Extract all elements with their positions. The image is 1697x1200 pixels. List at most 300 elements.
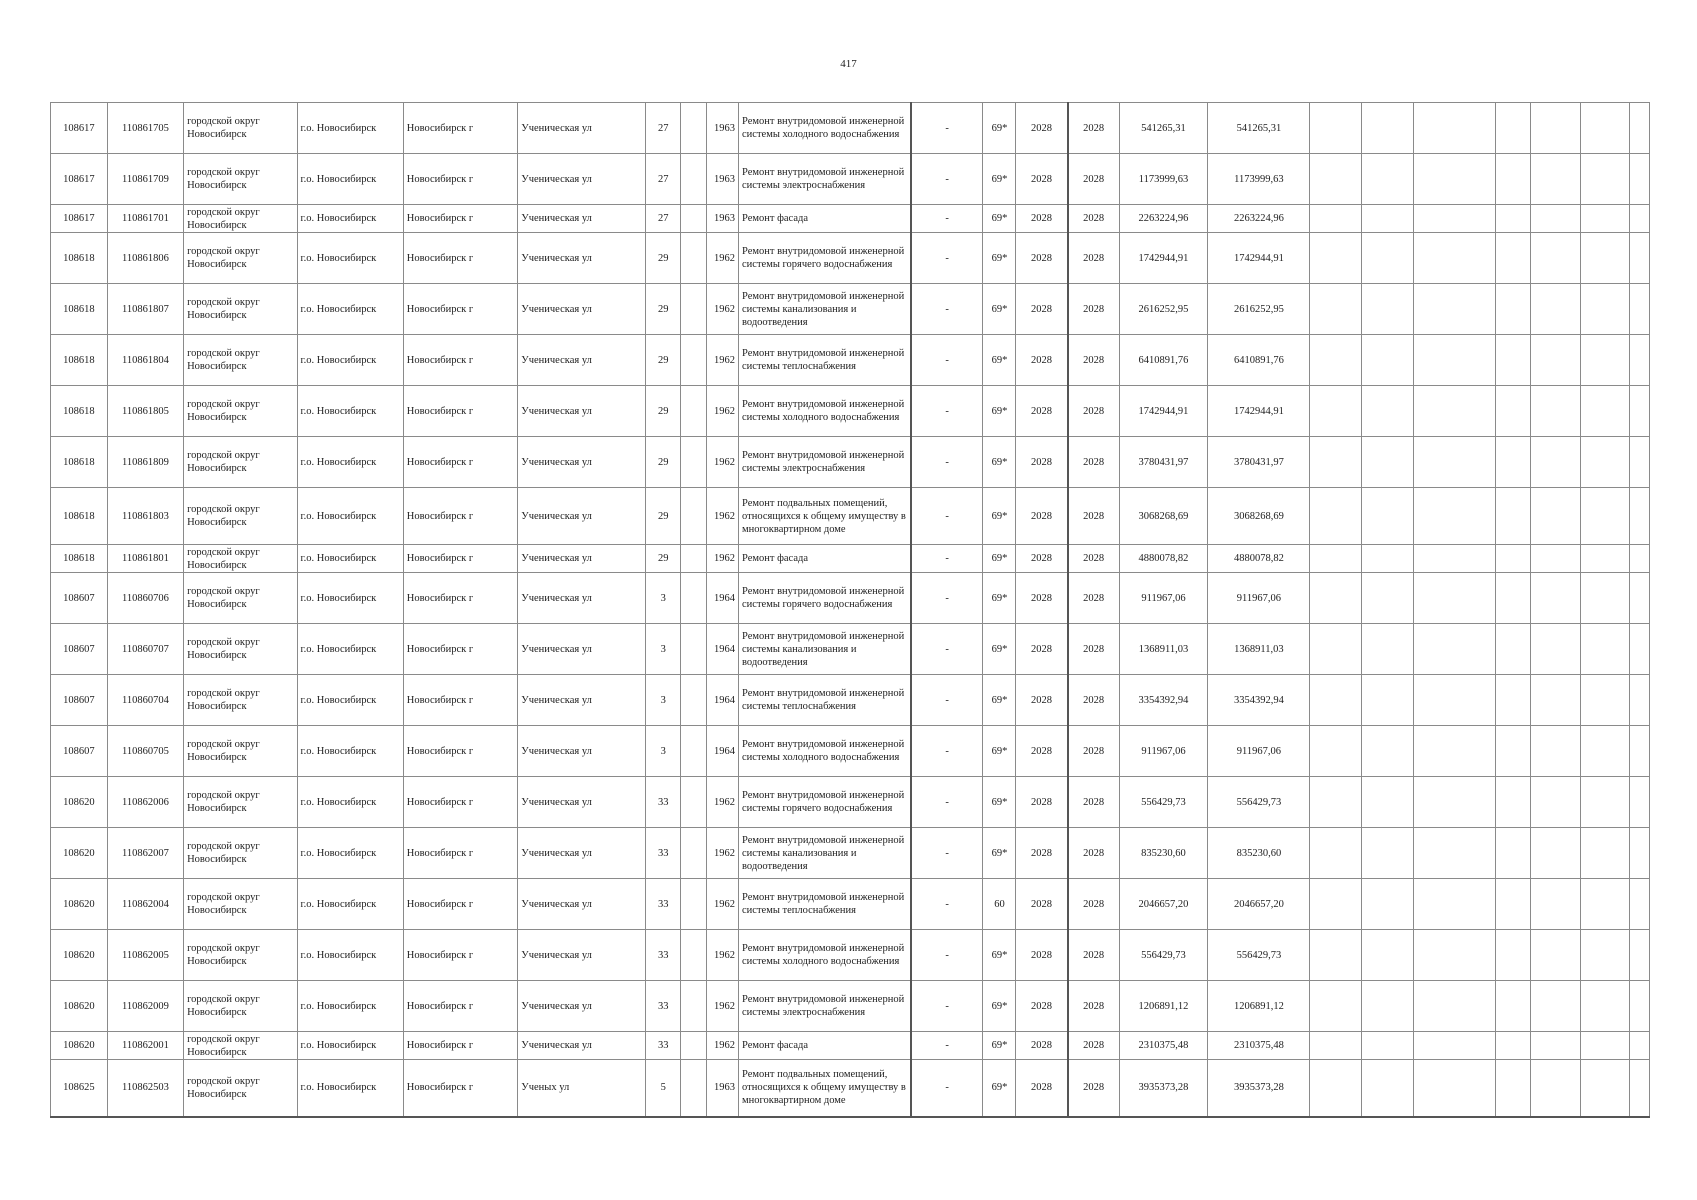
settlement-cell: г.о. Новосибирск: [297, 545, 403, 573]
table-row: [51, 103, 1650, 154]
city-cell: Новосибирск г: [403, 1032, 518, 1060]
house-number-cell: 3: [646, 573, 681, 624]
city-cell: Новосибирск г: [403, 545, 518, 573]
building-cell: [681, 488, 707, 545]
build-year-cell: 1963: [707, 103, 739, 154]
empty-cell: [1310, 205, 1362, 233]
settlement-cell: г.о. Новосибирск: [297, 675, 403, 726]
work-type-cell: Ремонт внутридомовой инженерной системы канализования и водоотведения: [739, 284, 911, 335]
city-cell: Новосибирск г: [403, 233, 518, 284]
settlement-cell: г.о. Новосибирск: [297, 726, 403, 777]
city-cell: Новосибирск г: [403, 930, 518, 981]
house-number-cell: 33: [646, 981, 681, 1032]
table-row: [51, 624, 1650, 675]
empty-cell: [1496, 777, 1531, 828]
wear-cell: 69*: [983, 205, 1016, 233]
empty-cell: [1580, 981, 1630, 1032]
work-type-cell: Ремонт внутридомовой инженерной системы электроснабжения: [739, 154, 911, 205]
empty-cell: [1630, 1032, 1650, 1060]
cost-total-cell: 6410891,76: [1119, 335, 1208, 386]
work-type-cell: Ремонт внутридомовой инженерной системы теплоснабжения: [739, 675, 911, 726]
city-cell: Новосибирск г: [403, 284, 518, 335]
table-row: [51, 777, 1650, 828]
plan-year-end-cell: 2028: [1068, 930, 1120, 981]
settlement-cell: г.о. Новосибирск: [297, 488, 403, 545]
municipality-cell: городской округ Новосибирск: [184, 154, 297, 205]
municipality-cell: городской округ Новосибирск: [184, 981, 297, 1032]
build-year-cell: 1962: [707, 284, 739, 335]
plan-year-end-cell: 2028: [1068, 154, 1120, 205]
empty-cell: [1630, 726, 1650, 777]
house-id-cell: 108607: [51, 624, 108, 675]
plan-year-end-cell: 2028: [1068, 1032, 1120, 1060]
empty-cell: [1496, 981, 1531, 1032]
empty-cell: [1496, 1060, 1531, 1117]
cost-total-cell: 2310375,48: [1119, 1032, 1208, 1060]
empty-cell: [1362, 726, 1414, 777]
municipality-cell: городской округ Новосибирск: [184, 335, 297, 386]
dash-cell: -: [911, 233, 983, 284]
empty-cell: [1630, 284, 1650, 335]
settlement-cell: г.о. Новосибирск: [297, 233, 403, 284]
plan-year-start-cell: 2028: [1016, 233, 1068, 284]
wear-cell: 69*: [983, 930, 1016, 981]
cost-total-cell: 3780431,97: [1119, 437, 1208, 488]
cost-total-cell: 556429,73: [1119, 930, 1208, 981]
house-number-cell: 3: [646, 624, 681, 675]
cost-total-cell: 2616252,95: [1119, 284, 1208, 335]
work-type-cell: Ремонт внутридомовой инженерной системы канализования и водоотведения: [739, 828, 911, 879]
empty-cell: [1310, 675, 1362, 726]
dash-cell: -: [911, 335, 983, 386]
dash-cell: -: [911, 545, 983, 573]
empty-cell: [1362, 777, 1414, 828]
empty-cell: [1630, 437, 1650, 488]
empty-cell: [1413, 573, 1496, 624]
empty-cell: [1413, 233, 1496, 284]
cost-fund-cell: 1173999,63: [1208, 154, 1310, 205]
work-type-cell: Ремонт внутридомовой инженерной системы холодного водоснабжения: [739, 930, 911, 981]
table-row: [51, 879, 1650, 930]
dash-cell: -: [911, 624, 983, 675]
empty-cell: [1531, 103, 1581, 154]
house-number-cell: 29: [646, 335, 681, 386]
cost-fund-cell: 4880078,82: [1208, 545, 1310, 573]
building-cell: [681, 205, 707, 233]
empty-cell: [1362, 205, 1414, 233]
empty-cell: [1310, 828, 1362, 879]
plan-year-start-cell: 2028: [1016, 205, 1068, 233]
empty-cell: [1580, 335, 1630, 386]
municipality-cell: городской округ Новосибирск: [184, 828, 297, 879]
settlement-cell: г.о. Новосибирск: [297, 930, 403, 981]
house-number-cell: 33: [646, 930, 681, 981]
work-type-cell: Ремонт внутридомовой инженерной системы горячего водоснабжения: [739, 233, 911, 284]
empty-cell: [1531, 981, 1581, 1032]
building-cell: [681, 726, 707, 777]
table-row: [51, 335, 1650, 386]
dash-cell: -: [911, 828, 983, 879]
object-id-cell: 110862007: [107, 828, 183, 879]
empty-cell: [1580, 103, 1630, 154]
build-year-cell: 1964: [707, 675, 739, 726]
settlement-cell: г.о. Новосибирск: [297, 437, 403, 488]
settlement-cell: г.о. Новосибирск: [297, 573, 403, 624]
empty-cell: [1310, 233, 1362, 284]
plan-year-start-cell: 2028: [1016, 437, 1068, 488]
object-id-cell: 110862001: [107, 1032, 183, 1060]
empty-cell: [1580, 545, 1630, 573]
work-type-cell: Ремонт внутридомовой инженерной системы электроснабжения: [739, 981, 911, 1032]
cost-total-cell: 1206891,12: [1119, 981, 1208, 1032]
plan-year-end-cell: 2028: [1068, 777, 1120, 828]
object-id-cell: 110862005: [107, 930, 183, 981]
empty-cell: [1531, 284, 1581, 335]
empty-cell: [1496, 573, 1531, 624]
build-year-cell: 1963: [707, 205, 739, 233]
cost-fund-cell: 1742944,91: [1208, 386, 1310, 437]
object-id-cell: 110861804: [107, 335, 183, 386]
municipality-cell: городской округ Новосибирск: [184, 103, 297, 154]
street-cell: Ученическая ул: [518, 386, 646, 437]
table-row: [51, 828, 1650, 879]
house-id-cell: 108618: [51, 386, 108, 437]
empty-cell: [1362, 675, 1414, 726]
dash-cell: -: [911, 981, 983, 1032]
empty-cell: [1310, 981, 1362, 1032]
empty-cell: [1630, 545, 1650, 573]
empty-cell: [1362, 1060, 1414, 1117]
dash-cell: -: [911, 777, 983, 828]
building-cell: [681, 981, 707, 1032]
settlement-cell: г.о. Новосибирск: [297, 386, 403, 437]
table-row: [51, 1060, 1650, 1117]
object-id-cell: 110861709: [107, 154, 183, 205]
settlement-cell: г.о. Новосибирск: [297, 981, 403, 1032]
house-id-cell: 108617: [51, 154, 108, 205]
table-row: [51, 437, 1650, 488]
table-row: [51, 573, 1650, 624]
house-number-cell: 5: [646, 1060, 681, 1117]
house-number-cell: 33: [646, 1032, 681, 1060]
municipality-cell: городской округ Новосибирск: [184, 437, 297, 488]
house-number-cell: 29: [646, 488, 681, 545]
wear-cell: 69*: [983, 335, 1016, 386]
empty-cell: [1531, 624, 1581, 675]
house-number-cell: 29: [646, 284, 681, 335]
street-cell: Ученическая ул: [518, 624, 646, 675]
plan-year-start-cell: 2028: [1016, 335, 1068, 386]
empty-cell: [1630, 103, 1650, 154]
build-year-cell: 1962: [707, 1032, 739, 1060]
empty-cell: [1531, 777, 1581, 828]
street-cell: Ученическая ул: [518, 284, 646, 335]
empty-cell: [1531, 545, 1581, 573]
city-cell: Новосибирск г: [403, 828, 518, 879]
municipality-cell: городской округ Новосибирск: [184, 284, 297, 335]
empty-cell: [1310, 1060, 1362, 1117]
empty-cell: [1362, 233, 1414, 284]
plan-year-end-cell: 2028: [1068, 1060, 1120, 1117]
dash-cell: -: [911, 437, 983, 488]
capital-repair-table: [50, 102, 1650, 1118]
empty-cell: [1413, 981, 1496, 1032]
empty-cell: [1310, 777, 1362, 828]
empty-cell: [1580, 675, 1630, 726]
cost-fund-cell: 911967,06: [1208, 573, 1310, 624]
street-cell: Ученическая ул: [518, 675, 646, 726]
empty-cell: [1413, 437, 1496, 488]
street-cell: Ученическая ул: [518, 981, 646, 1032]
cost-total-cell: 2046657,20: [1119, 879, 1208, 930]
empty-cell: [1362, 103, 1414, 154]
house-number-cell: 29: [646, 233, 681, 284]
settlement-cell: г.о. Новосибирск: [297, 1060, 403, 1117]
building-cell: [681, 545, 707, 573]
work-type-cell: Ремонт внутридомовой инженерной системы горячего водоснабжения: [739, 777, 911, 828]
empty-cell: [1310, 1032, 1362, 1060]
house-id-cell: 108607: [51, 675, 108, 726]
plan-year-start-cell: 2028: [1016, 675, 1068, 726]
empty-cell: [1310, 437, 1362, 488]
settlement-cell: г.о. Новосибирск: [297, 205, 403, 233]
empty-cell: [1413, 205, 1496, 233]
empty-cell: [1413, 154, 1496, 205]
empty-cell: [1630, 1060, 1650, 1117]
city-cell: Новосибирск г: [403, 103, 518, 154]
wear-cell: 69*: [983, 1060, 1016, 1117]
street-cell: Ученых ул: [518, 1060, 646, 1117]
build-year-cell: 1962: [707, 488, 739, 545]
empty-cell: [1580, 205, 1630, 233]
empty-cell: [1413, 777, 1496, 828]
table-row: [51, 545, 1650, 573]
empty-cell: [1531, 675, 1581, 726]
plan-year-start-cell: 2028: [1016, 103, 1068, 154]
cost-fund-cell: 2263224,96: [1208, 205, 1310, 233]
empty-cell: [1413, 726, 1496, 777]
empty-cell: [1496, 437, 1531, 488]
empty-cell: [1413, 1032, 1496, 1060]
empty-cell: [1531, 386, 1581, 437]
plan-year-end-cell: 2028: [1068, 675, 1120, 726]
empty-cell: [1531, 205, 1581, 233]
city-cell: Новосибирск г: [403, 573, 518, 624]
dash-cell: -: [911, 488, 983, 545]
house-number-cell: 27: [646, 205, 681, 233]
object-id-cell: 110860705: [107, 726, 183, 777]
house-id-cell: 108620: [51, 777, 108, 828]
empty-cell: [1580, 488, 1630, 545]
work-type-cell: Ремонт внутридомовой инженерной системы теплоснабжения: [739, 879, 911, 930]
plan-year-start-cell: 2028: [1016, 624, 1068, 675]
build-year-cell: 1962: [707, 386, 739, 437]
building-cell: [681, 777, 707, 828]
empty-cell: [1413, 386, 1496, 437]
plan-year-end-cell: 2028: [1068, 386, 1120, 437]
build-year-cell: 1962: [707, 879, 739, 930]
empty-cell: [1630, 624, 1650, 675]
empty-cell: [1413, 828, 1496, 879]
house-id-cell: 108617: [51, 205, 108, 233]
wear-cell: 69*: [983, 233, 1016, 284]
house-number-cell: 33: [646, 879, 681, 930]
building-cell: [681, 154, 707, 205]
table-row: [51, 233, 1650, 284]
cost-total-cell: 835230,60: [1119, 828, 1208, 879]
plan-year-start-cell: 2028: [1016, 1060, 1068, 1117]
cost-total-cell: 3068268,69: [1119, 488, 1208, 545]
house-number-cell: 33: [646, 828, 681, 879]
city-cell: Новосибирск г: [403, 488, 518, 545]
house-id-cell: 108618: [51, 335, 108, 386]
empty-cell: [1310, 284, 1362, 335]
house-id-cell: 108607: [51, 573, 108, 624]
table-row: [51, 726, 1650, 777]
empty-cell: [1413, 284, 1496, 335]
cost-fund-cell: 3935373,28: [1208, 1060, 1310, 1117]
house-number-cell: 29: [646, 386, 681, 437]
build-year-cell: 1962: [707, 335, 739, 386]
empty-cell: [1580, 777, 1630, 828]
cost-total-cell: 3354392,94: [1119, 675, 1208, 726]
dash-cell: -: [911, 103, 983, 154]
empty-cell: [1630, 154, 1650, 205]
empty-cell: [1362, 624, 1414, 675]
wear-cell: 69*: [983, 573, 1016, 624]
empty-cell: [1362, 335, 1414, 386]
empty-cell: [1413, 488, 1496, 545]
building-cell: [681, 930, 707, 981]
empty-cell: [1531, 1060, 1581, 1117]
cost-fund-cell: 3068268,69: [1208, 488, 1310, 545]
object-id-cell: 110861705: [107, 103, 183, 154]
plan-year-end-cell: 2028: [1068, 437, 1120, 488]
object-id-cell: 110860706: [107, 573, 183, 624]
street-cell: Ученическая ул: [518, 1032, 646, 1060]
plan-year-start-cell: 2028: [1016, 930, 1068, 981]
object-id-cell: 110861801: [107, 545, 183, 573]
object-id-cell: 110861805: [107, 386, 183, 437]
object-id-cell: 110861806: [107, 233, 183, 284]
cost-fund-cell: 1206891,12: [1208, 981, 1310, 1032]
cost-total-cell: 911967,06: [1119, 573, 1208, 624]
plan-year-start-cell: 2028: [1016, 154, 1068, 205]
cost-total-cell: 541265,31: [1119, 103, 1208, 154]
empty-cell: [1531, 573, 1581, 624]
building-cell: [681, 1032, 707, 1060]
house-number-cell: 27: [646, 103, 681, 154]
building-cell: [681, 335, 707, 386]
empty-cell: [1413, 335, 1496, 386]
table-row: [51, 205, 1650, 233]
empty-cell: [1496, 726, 1531, 777]
build-year-cell: 1963: [707, 154, 739, 205]
street-cell: Ученическая ул: [518, 726, 646, 777]
building-cell: [681, 437, 707, 488]
object-id-cell: 110862009: [107, 981, 183, 1032]
build-year-cell: 1964: [707, 573, 739, 624]
table-row: [51, 675, 1650, 726]
settlement-cell: г.о. Новосибирск: [297, 624, 403, 675]
wear-cell: 69*: [983, 437, 1016, 488]
empty-cell: [1580, 1032, 1630, 1060]
object-id-cell: 110861701: [107, 205, 183, 233]
build-year-cell: 1964: [707, 726, 739, 777]
wear-cell: 69*: [983, 488, 1016, 545]
object-id-cell: 110861807: [107, 284, 183, 335]
empty-cell: [1362, 386, 1414, 437]
city-cell: Новосибирск г: [403, 879, 518, 930]
build-year-cell: 1962: [707, 828, 739, 879]
wear-cell: 69*: [983, 624, 1016, 675]
municipality-cell: городской округ Новосибирск: [184, 624, 297, 675]
empty-cell: [1630, 573, 1650, 624]
street-cell: Ученическая ул: [518, 233, 646, 284]
empty-cell: [1630, 205, 1650, 233]
house-id-cell: 108620: [51, 828, 108, 879]
empty-cell: [1362, 154, 1414, 205]
municipality-cell: городской округ Новосибирск: [184, 573, 297, 624]
empty-cell: [1580, 233, 1630, 284]
empty-cell: [1310, 930, 1362, 981]
wear-cell: 60: [983, 879, 1016, 930]
build-year-cell: 1962: [707, 545, 739, 573]
city-cell: Новосибирск г: [403, 675, 518, 726]
building-cell: [681, 828, 707, 879]
empty-cell: [1310, 154, 1362, 205]
empty-cell: [1496, 1032, 1531, 1060]
building-cell: [681, 879, 707, 930]
empty-cell: [1362, 828, 1414, 879]
dash-cell: -: [911, 284, 983, 335]
empty-cell: [1362, 981, 1414, 1032]
plan-year-end-cell: 2028: [1068, 233, 1120, 284]
empty-cell: [1630, 488, 1650, 545]
page-number: 417: [840, 58, 857, 70]
cost-fund-cell: 2046657,20: [1208, 879, 1310, 930]
municipality-cell: городской округ Новосибирск: [184, 488, 297, 545]
plan-year-end-cell: 2028: [1068, 879, 1120, 930]
wear-cell: 69*: [983, 284, 1016, 335]
plan-year-start-cell: 2028: [1016, 573, 1068, 624]
plan-year-start-cell: 2028: [1016, 386, 1068, 437]
empty-cell: [1531, 879, 1581, 930]
settlement-cell: г.о. Новосибирск: [297, 103, 403, 154]
table-row: [51, 488, 1650, 545]
cost-total-cell: 1742944,91: [1119, 233, 1208, 284]
building-cell: [681, 573, 707, 624]
plan-year-end-cell: 2028: [1068, 981, 1120, 1032]
empty-cell: [1580, 284, 1630, 335]
plan-year-start-cell: 2028: [1016, 284, 1068, 335]
house-id-cell: 108620: [51, 879, 108, 930]
empty-cell: [1580, 930, 1630, 981]
empty-cell: [1496, 828, 1531, 879]
table-row: [51, 1032, 1650, 1060]
settlement-cell: г.о. Новосибирск: [297, 777, 403, 828]
empty-cell: [1580, 573, 1630, 624]
house-id-cell: 108620: [51, 1032, 108, 1060]
empty-cell: [1496, 335, 1531, 386]
municipality-cell: городской округ Новосибирск: [184, 930, 297, 981]
empty-cell: [1531, 488, 1581, 545]
house-number-cell: 27: [646, 154, 681, 205]
work-type-cell: Ремонт подвальных помещений, относящихся к общему имуществу в многоквартирном доме: [739, 488, 911, 545]
empty-cell: [1413, 930, 1496, 981]
empty-cell: [1630, 233, 1650, 284]
plan-year-start-cell: 2028: [1016, 981, 1068, 1032]
